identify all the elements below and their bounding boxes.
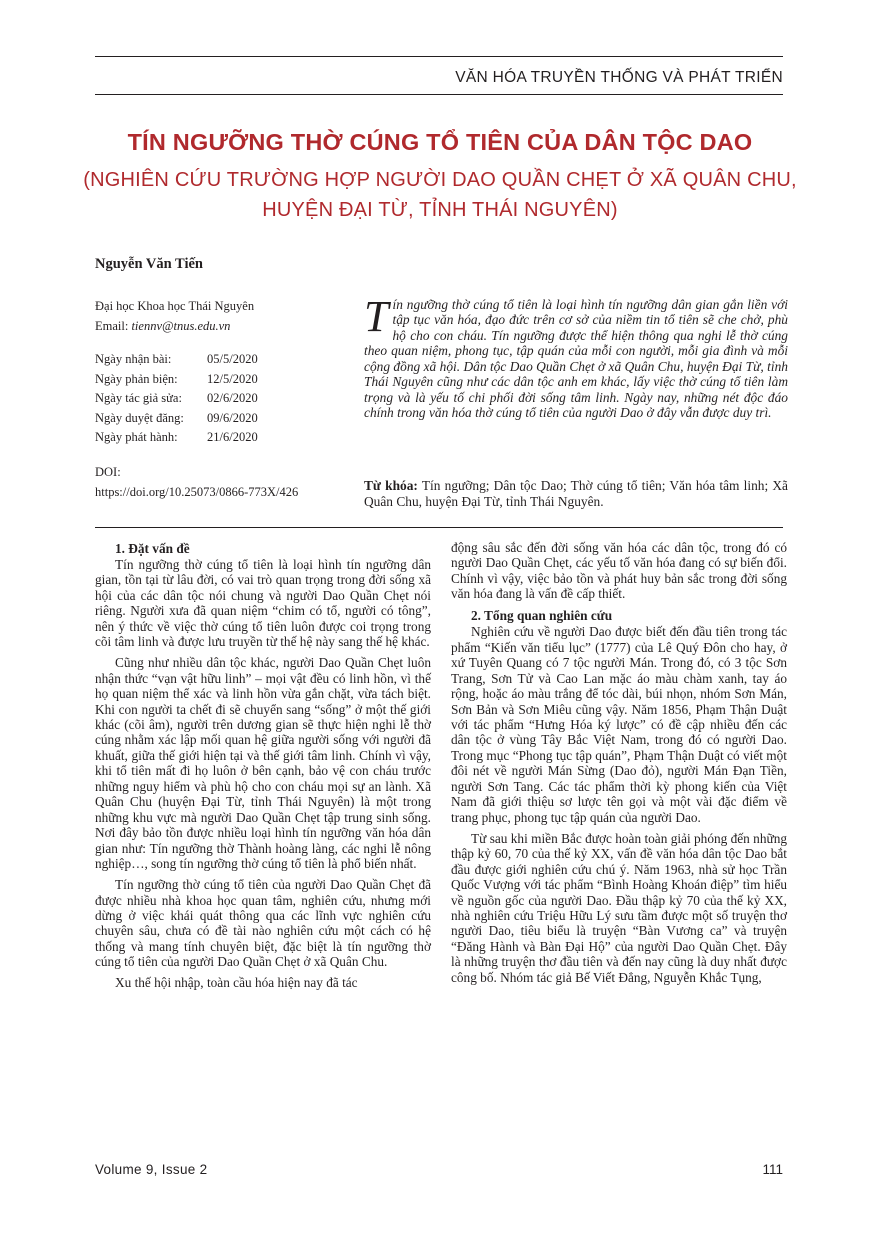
date-value: 21/6/2020 [207,430,258,444]
date-row [95,350,355,370]
paragraph: Từ sau khi miền Bắc được hoàn toàn giải phóng đến những thập kỷ 60, 70 của thế kỷ XX, vấn đề văn hóa dân tộc Dao bắt đầu được giới nghiên cứu chú ý. Năm 1963, nhà sử học Trần Quốc Vượng với tác phẩm “Bình Hoàng Khoán điệp” tìm hiểu về nguồn gốc của người Dao. Đầu thập kỷ 70 của thế kỷ XX, nhà nghiên cứu Triệu Hữu Lý sưu tầm được một số truyện thơ người Dao, tiêu biểu là truyện “Bàn Vương ca” và truyện “Đăng Hành và Bàn Đại Hộ” của người Dao Quần Chẹt. Đây là những truyện thơ đầu tiên và đến nay cũng là duy nhất được công bố. Nhóm tác giả Bế Viết Đẳng, Nguyễn Khắc Tụng, [451,830,787,985]
date-row [95,389,355,409]
email-line [95,317,355,337]
header-rule-bottom [95,94,783,95]
subtitle-line-1: (NGHIÊN CỨU TRƯỜNG HỢP NGƯỜI DAO QUẦN CHẸT Ở XÃ QUÂN CHU, [83,169,797,191]
footer-volume: Volume 9, Issue 2 [95,1162,208,1177]
doi-block [95,463,355,502]
keywords-label: Từ khóa: [364,478,418,493]
keywords [364,478,788,509]
paragraph: Cũng như nhiều dân tộc khác, người Dao Quần Chẹt luôn nhận thức “vạn vật hữu linh” – mọi vật đều có linh hồn, vì thế họ quan niệm thể xác và linh hồn vừa gắn chặt, vừa tách biệt. Khi con người ta chết đi sẽ chuyển sang “sống” ở một thế giới khác (cõi âm), người trên dương gian sẽ thực hiện nghi lễ thờ cúng nhằm xác lập mối quan hệ giữa người sống với người đã khuất, giữa thế giới hiện tại và thế giới tâm linh. Chính vì vậy, khi tổ tiên mất đi họ luôn ở bên cạnh, bảo vệ con cháu trước những nguy hiểm và phù hộ cho con cháu mọi sự an lành. Xã Quân Chu (huyện Đại Từ, tỉnh Thái Nguyên) là một trong những khu vực mà người Dao Quần Chẹt tập trung sinh sống. Nơi đây bảo tồn được nhiều loại hình tín ngưỡng văn hóa dân gian như: Tín ngưỡng thờ Thành hoàng làng, các nghi lễ nông nghiệp…, song tín ngưỡng thờ cúng tổ tiên là phổ biến nhất. [95,655,431,872]
section-heading-2: 2. Tổng quan nghiên cứu [471,608,613,624]
date-row [95,370,355,390]
header-rule-top [95,56,783,57]
page-number: 111 [762,1162,783,1177]
date-value: 05/5/2020 [207,352,258,366]
abstract-divider [95,527,783,528]
running-head: VĂN HÓA TRUYỀN THỐNG VÀ PHÁT TRIỂN [455,69,783,86]
article-title: TÍN NGƯỠNG THỜ CÚNG TỔ TIÊN CỦA DÂN TỘC DAO [127,129,753,155]
author-name: Nguyễn Văn Tiến [95,256,203,272]
date-label: Ngày phát hành: [95,430,178,444]
date-value: 09/6/2020 [207,410,258,425]
date-label: Ngày duyệt đăng: [95,410,184,425]
email-address[interactable]: tiennv@tnus.edu.vn [131,318,231,333]
abstract-dropcap: T [364,292,389,341]
date-label: Ngày tác giả sửa: [95,391,182,405]
doi-link[interactable]: https://doi.org/10.25073/0866-773X/426 [95,484,299,499]
date-value: 12/5/2020 [207,371,258,386]
date-row [95,428,355,448]
subtitle-line-2: HUYỆN ĐẠI TỪ, TỈNH THÁI NGUYÊN) [262,199,618,221]
email-label: Email: [95,318,129,333]
date-label: Ngày nhận bài: [95,352,172,366]
body-column-right [451,540,787,991]
paragraph: Xu thế hội nhập, toàn cầu hóa hiện nay đã tác [115,975,358,991]
doi-label: DOI: [95,465,121,479]
paragraph: Nghiên cứu về người Dao được biết đến đầu tiên trong tác phẩm “Kiến văn tiểu lục” (1777) của Lê Quý Đôn cho hay, ở xứ Tuyên Quang có 7 tộc người Mán. Trong đó, có 3 tộc Sơn Trang, Sơn Tử và Cao Lan mặc áo màu chàm xanh, tay áo rộng, hoặc áo màu trắng để tóc dài, búi nhọn, nhóm Sơn Mán, Sơn Bản và Sơn Miêu cũng vậy. Năm 1856, Phạm Thận Duật với tác phẩm “Hưng Hóa ký lược” có đề cập nhiều đến các dân tộc ở vùng Tây Bắc Việt Nam, trong đó có người Dao. Trong mục “Phong tục tập quán”, Phạm Thận Duật có viết một đôi nét về người Mán Sừng (Dao đỏ), người Mán Đạn Tiền, người Sơn Tang. Các tác phẩm thời kỳ phong kiến của Việt Nam đã giới thiệu sơ lược tên gọi và một vài đặc điểm về trang phục, phong tục tập quán của người Dao. [451,624,787,825]
affiliation: Đại học Khoa học Thái Nguyên [95,299,255,313]
section-heading-1: 1. Đặt vấn đề [115,541,190,556]
paragraph: Tín ngưỡng thờ cúng tổ tiên là loại hình tín ngưỡng dân gian, tồn tại từ lâu đời, có vai trò quan trọng trong đời sống xã hội của các dân tộc nói chung và người Dao Quần Chẹt nói riêng. Người xưa đã quan niệm “chim có tổ, người có tông”, nên ý thức về việc thờ cúng tổ tiên luôn được coi trọng trong cõi tâm linh và được lưu truyền từ thế hệ này sang thế hệ khác. [95,557,431,650]
dates-block [95,350,355,448]
date-label: Ngày phản biện: [95,371,178,386]
abstract [364,292,788,421]
paragraph: Tín ngưỡng thờ cúng tổ tiên của người Dao Quần Chẹt đã được nhiều nhà khoa học quan tâm, nghiên cứu, nhưng mới dừng ở việc khái quát thông qua các lĩnh vực nghiên cứu chuyên sâu, chưa có đề tài nào nghiên cứu một cách có hệ thống và mang tính chuyên biệt, đặc biệt là tín ngưỡng thờ cúng tổ tiên của người Dao Quần Chẹt ở xã Quân Chu. [95,877,431,970]
article-subtitle [60,165,820,225]
date-row [95,409,355,429]
affiliation-block [95,297,355,336]
body-column-left [95,540,431,996]
date-value: 02/6/2020 [207,391,258,405]
keywords-text: Tín ngưỡng; Dân tộc Dao; Thờ cúng tổ tiên; Văn hóa tâm linh; Xã Quân Chu, huyện Đại Từ, tỉnh Thái Nguyên. [364,478,789,509]
paragraph: động sâu sắc đến đời sống văn hóa các dân tộc, trong đó có người Dao Quần Chẹt, các yếu tố văn hóa đang có sự biến đổi. Chính vì vậy, việc bảo tồn và phát huy bản sắc trong đời sống văn hóa đang là vấn đề cấp thiết. [451,540,787,602]
abstract-text: ín ngưỡng thờ cúng tổ tiên là loại hình tín ngưỡng dân gian gắn liền với tập tục văn hóa, đạo đức trên cơ sở của niềm tin tổ tiên sẽ che chở, phù hộ cho con cháu. Tín ngưỡng được thể hiện thông qua nghi lễ thờ cúng theo quan niệm, phong tục, tập quán của mỗi con người, mỗi gia đình và mỗi cộng đồng xã hội. Dân tộc Dao Quần Chẹt ở xã Quân Chu, huyện Đại Từ, tỉnh Thái Nguyên cũng như các dân tộc anh em khác, lấy việc thờ cúng tổ tiên làm trọng và là yếu tố chi phối đời sống tâm linh. Ngày nay, những nét độc đáo chính trong văn hóa thờ cúng tổ tiên của người Dao ở đây vẫn được duy trì. [364,297,788,421]
